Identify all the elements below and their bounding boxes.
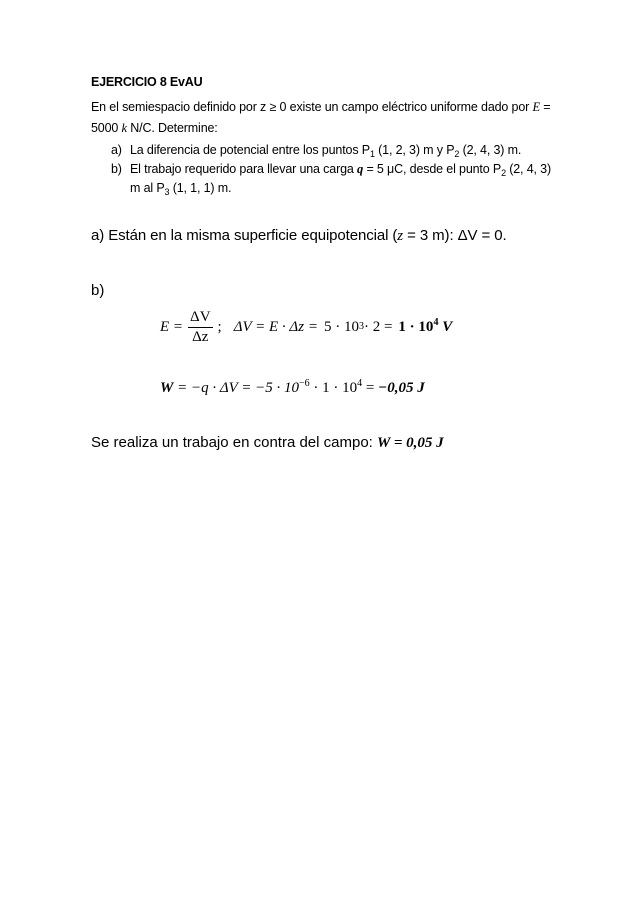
item-text: La diferencia de potencial entre los puntos P <box>130 143 370 157</box>
intro-text-1: En el semiespacio definido por z ≥ 0 existe un campo eléctrico uniforme dado por <box>91 100 533 114</box>
question-item-a <box>111 141 561 160</box>
equation-potential: E = $\frac{\Delta V}{\Delta z}$ ; ΔV = E · Δz = 5 · 10 3 · 2 = $1 \cdot 10^4$ V <box>160 308 453 345</box>
answer-a <box>91 227 507 245</box>
unit-vector-k: k <box>121 121 127 135</box>
intro-text-3: N/C. Determine: <box>126 121 218 135</box>
fraction-denominator: Δz <box>192 328 209 345</box>
fraction <box>188 309 212 346</box>
item-text: (2, 4, 3) m al P <box>130 162 551 195</box>
separator: ; <box>217 318 222 335</box>
subscript: 2 <box>501 168 506 178</box>
exponent: 4 <box>357 378 363 389</box>
eq-calc: = −q · ΔV = −5 · 10 <box>173 380 300 396</box>
eq-relation: ΔV = E · Δz = <box>233 318 318 335</box>
eq-calc: = <box>362 380 375 396</box>
field-symbol-E: E <box>532 100 540 114</box>
eq-result: $1 \cdot 10^4$ V <box>398 316 453 335</box>
eq-lhs: E = <box>160 318 184 335</box>
exponent: 4 <box>433 316 439 328</box>
charge-symbol: q <box>357 162 364 176</box>
item-text: (2, 4, 3) m. <box>459 143 522 157</box>
eq-calc: 5 · 10 <box>323 318 359 335</box>
question-list <box>111 141 561 198</box>
subscript: 2 <box>454 149 460 159</box>
answer-b-label: b) <box>91 282 105 299</box>
question-item-b <box>111 160 561 198</box>
answer-text: a) Están en la misma superficie equipotencial ( <box>91 227 398 244</box>
exponent: −6 <box>299 378 310 389</box>
item-marker: a) <box>111 143 122 157</box>
subscript: 3 <box>164 187 170 197</box>
work-symbol: W <box>160 380 174 396</box>
eq-result: −0,05 J <box>378 380 425 396</box>
answer-text: = 3 m): ΔV = 0. <box>403 227 507 244</box>
conclusion <box>91 434 444 452</box>
eq-calc: · 2 = <box>363 318 393 335</box>
item-marker: b) <box>111 162 122 176</box>
equation-work <box>160 380 425 397</box>
fraction-numerator: ΔV <box>188 309 212 328</box>
eq-calc: · 1 · 10 <box>309 380 358 396</box>
exercise-title: EJERCICIO 8 EvAU <box>91 75 203 89</box>
item-text: (1, 1, 1) m. <box>169 181 232 195</box>
item-text: El trabajo requerido para llevar una carga <box>130 162 358 176</box>
subscript: 1 <box>369 149 375 159</box>
item-text: (1, 2, 3) m y P <box>374 143 455 157</box>
intro-text-2: = 5000 <box>91 100 551 135</box>
unit: V <box>442 318 453 335</box>
conclusion-text: Se realiza un trabajo en contra del campo: <box>91 434 378 451</box>
item-text: = 5 μC, desde el punto P <box>363 162 502 176</box>
z-symbol: z <box>397 228 404 244</box>
problem-statement <box>91 97 561 139</box>
conclusion-result: W = 0,05 J <box>377 435 444 451</box>
